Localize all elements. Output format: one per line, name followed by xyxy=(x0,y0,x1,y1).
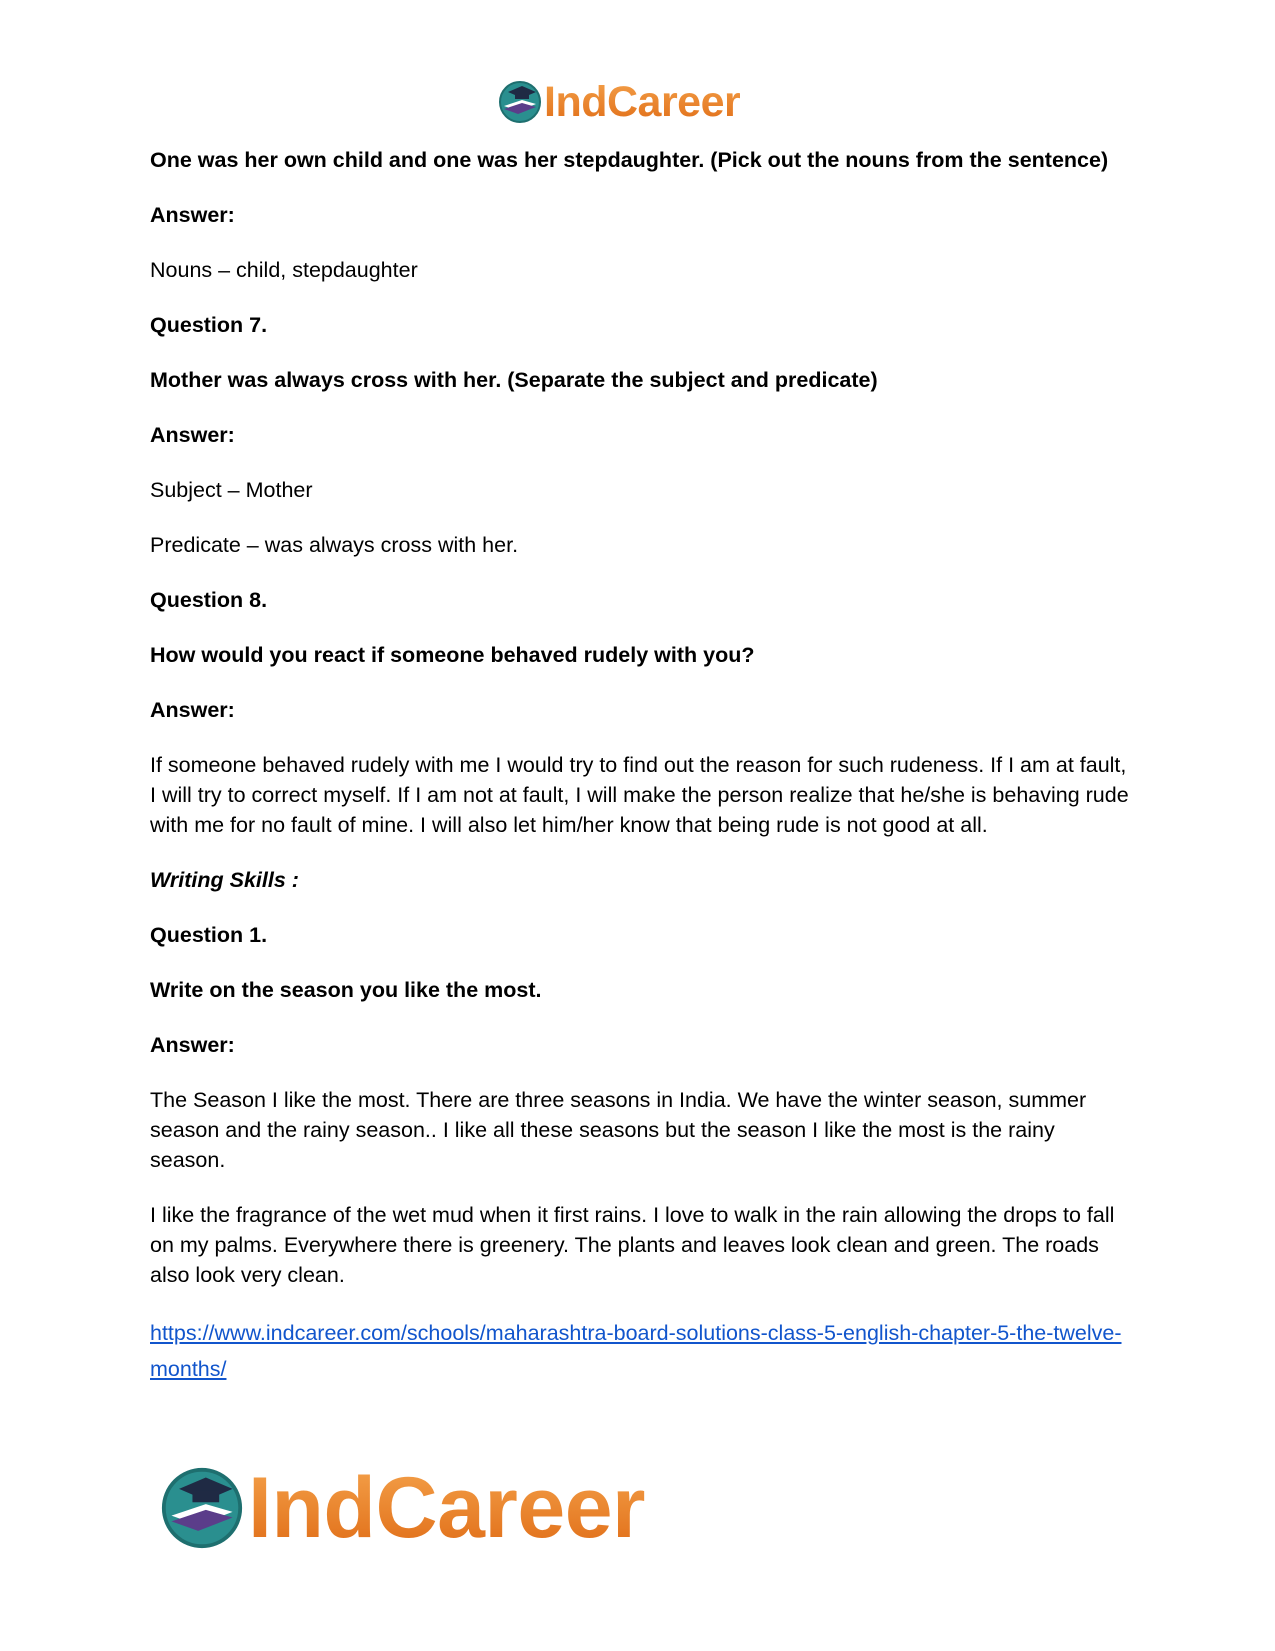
logo-wordmark: IndCareer xyxy=(544,78,741,126)
answer-text: I like the fragrance of the wet mud when it first rains. I love to walk in the rain allowing the drops to fall on my palms. Everywhere there is greenery. The plants and leaves look clean and green. The roads also look very clean. xyxy=(150,1203,1115,1287)
answer-label: Answer: xyxy=(150,203,235,227)
logo-wordmark: IndCareer xyxy=(248,1460,645,1556)
answer-text: The Season I like the most. There are three seasons in India. We have the winter season, summer season and the rainy season.. I like all these seasons but the season I like the most is the rainy season. xyxy=(150,1088,1087,1172)
answer-label: Answer: xyxy=(150,1033,235,1057)
document-body xyxy=(150,145,1135,1387)
answer-text: Predicate – was always cross with her. xyxy=(150,533,519,557)
graduation-book-emblem-icon xyxy=(160,1466,244,1550)
answer-text: Nouns – child, stepdaughter xyxy=(150,258,418,282)
question-label: Question 1. xyxy=(150,923,268,947)
answer-text: Subject – Mother xyxy=(150,478,313,502)
question-text: One was her own child and one was her stepdaughter. (Pick out the nouns from the sentence) xyxy=(150,148,1109,172)
indcareer-logo-footer xyxy=(160,1460,645,1556)
question-label: Question 7. xyxy=(150,313,268,337)
answer-label: Answer: xyxy=(150,698,235,722)
answer-text: If someone behaved rudely with me I would try to find out the reason for such rudeness. If I am at fault, I will try to correct myself. If I am not at fault, I will make the person realize that he/she is behaving rude with me for no fault of mine. I will also let him/her know that being rude is not good at all. xyxy=(150,753,1129,837)
question-label: Question 8. xyxy=(150,588,268,612)
answer-label: Answer: xyxy=(150,423,235,447)
source-link[interactable]: https://www.indcareer.com/schools/maharashtra-board-solutions-class-5-english-chapter-5-the-twelve-months/ xyxy=(150,1321,1122,1381)
section-heading: Writing Skills : xyxy=(150,868,299,892)
indcareer-logo-header xyxy=(498,78,740,126)
graduation-book-emblem-icon xyxy=(498,80,542,124)
question-text: Write on the season you like the most. xyxy=(150,978,542,1002)
question-text: How would you react if someone behaved rudely with you? xyxy=(150,643,755,667)
question-text: Mother was always cross with her. (Separate the subject and predicate) xyxy=(150,368,878,392)
